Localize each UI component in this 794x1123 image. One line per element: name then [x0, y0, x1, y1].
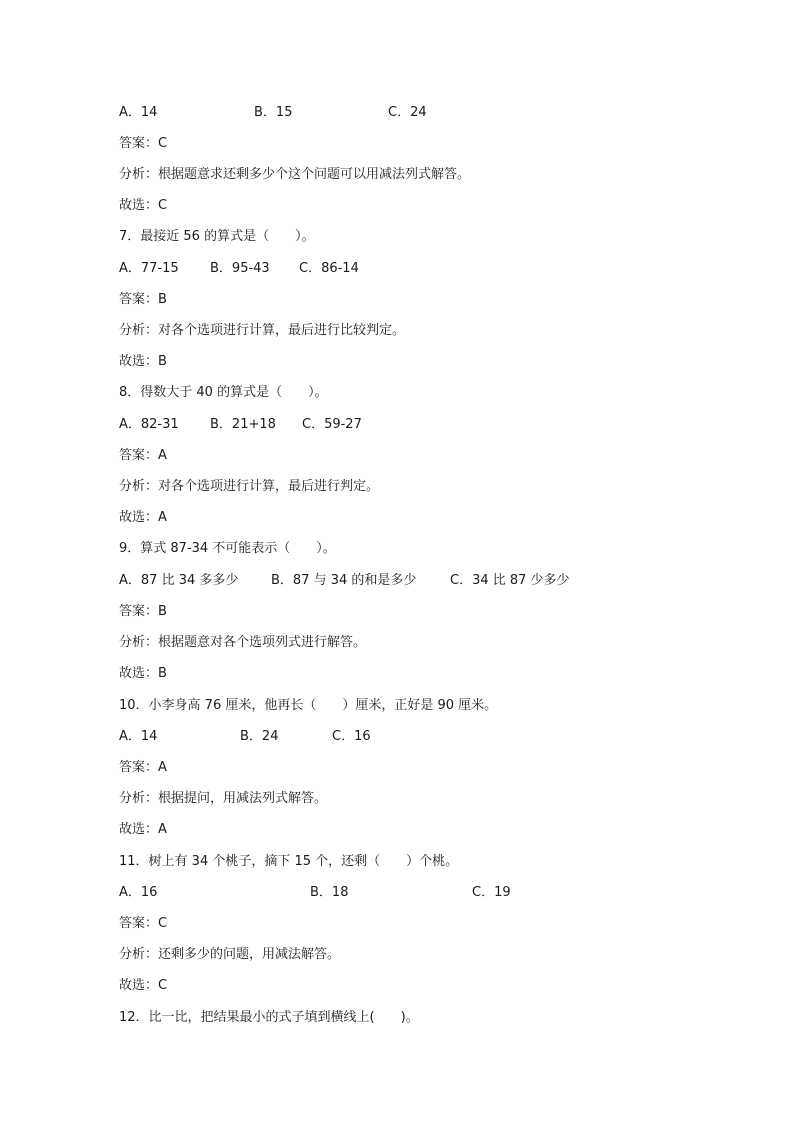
- q9-question: 9．算式 87-34 不可能表示（ ）。: [119, 541, 336, 556]
- q6-option-a: A．14: [119, 105, 158, 120]
- q10-choice: 故选：A: [119, 822, 167, 837]
- q7-option-b: B．95-43: [210, 261, 270, 276]
- q11-analysis: 分析：还剩多少的问题，用减法解答。: [119, 947, 341, 962]
- q7-answer: 答案：B: [119, 292, 167, 307]
- q7-option-c: C．86-14: [299, 261, 359, 276]
- q8-option-a: A．82-31: [119, 417, 179, 432]
- q7-analysis: 分析：对各个选项进行计算，最后进行比较判定。: [119, 323, 406, 338]
- q9-option-b: B．87 与 34 的和是多少: [271, 573, 417, 588]
- q11-question: 11．树上有 34 个桃子，摘下 15 个，还剩（ ）个桃。: [119, 854, 459, 869]
- q9-answer: 答案：B: [119, 604, 167, 619]
- q11-option-c: C．19: [472, 885, 511, 900]
- q10-option-a: A．14: [119, 729, 158, 744]
- q6-answer: 答案：C: [119, 136, 168, 151]
- q11-choice: 故选：C: [119, 978, 168, 993]
- q7-choice: 故选：B: [119, 354, 167, 369]
- q10-question: 10．小李身高 76 厘米，他再长（ ）厘米，正好是 90 厘米。: [119, 698, 498, 713]
- q8-question: 8．得数大于 40 的算式是（ ）。: [119, 385, 328, 400]
- q10-option-b: B．24: [240, 729, 279, 744]
- q8-choice: 故选：A: [119, 510, 167, 525]
- q9-choice: 故选：B: [119, 666, 167, 681]
- q6-option-c: C．24: [388, 105, 427, 120]
- q8-answer: 答案：A: [119, 448, 167, 463]
- q11-option-b: B．18: [310, 885, 349, 900]
- q7-question: 7．最接近 56 的算式是（ ）。: [119, 229, 315, 244]
- q8-option-c: C．59-27: [302, 417, 362, 432]
- q10-option-c: C．16: [332, 729, 371, 744]
- q12-question: 12．比一比，把结果最小的式子填到横线上( )。: [119, 1010, 419, 1025]
- q9-analysis: 分析：根据题意对各个选项列式进行解答。: [119, 635, 367, 650]
- q11-option-a: A．16: [119, 885, 158, 900]
- q6-option-b: B．15: [254, 105, 293, 120]
- q7-option-a: A．77-15: [119, 261, 179, 276]
- q10-answer: 答案：A: [119, 760, 167, 775]
- q9-option-a: A．87 比 34 多多少: [119, 573, 239, 588]
- q9-option-c: C．34 比 87 少多少: [450, 573, 570, 588]
- q10-analysis: 分析：根据提问，用减法列式解答。: [119, 791, 328, 806]
- q11-answer: 答案：C: [119, 916, 168, 931]
- q8-analysis: 分析：对各个选项进行计算，最后进行判定。: [119, 479, 380, 494]
- q6-analysis: 分析：根据题意求还剩多少个这个问题可以用减法列式解答。: [119, 167, 471, 182]
- q8-option-b: B．21+18: [210, 417, 276, 432]
- q6-choice: 故选：C: [119, 198, 168, 213]
